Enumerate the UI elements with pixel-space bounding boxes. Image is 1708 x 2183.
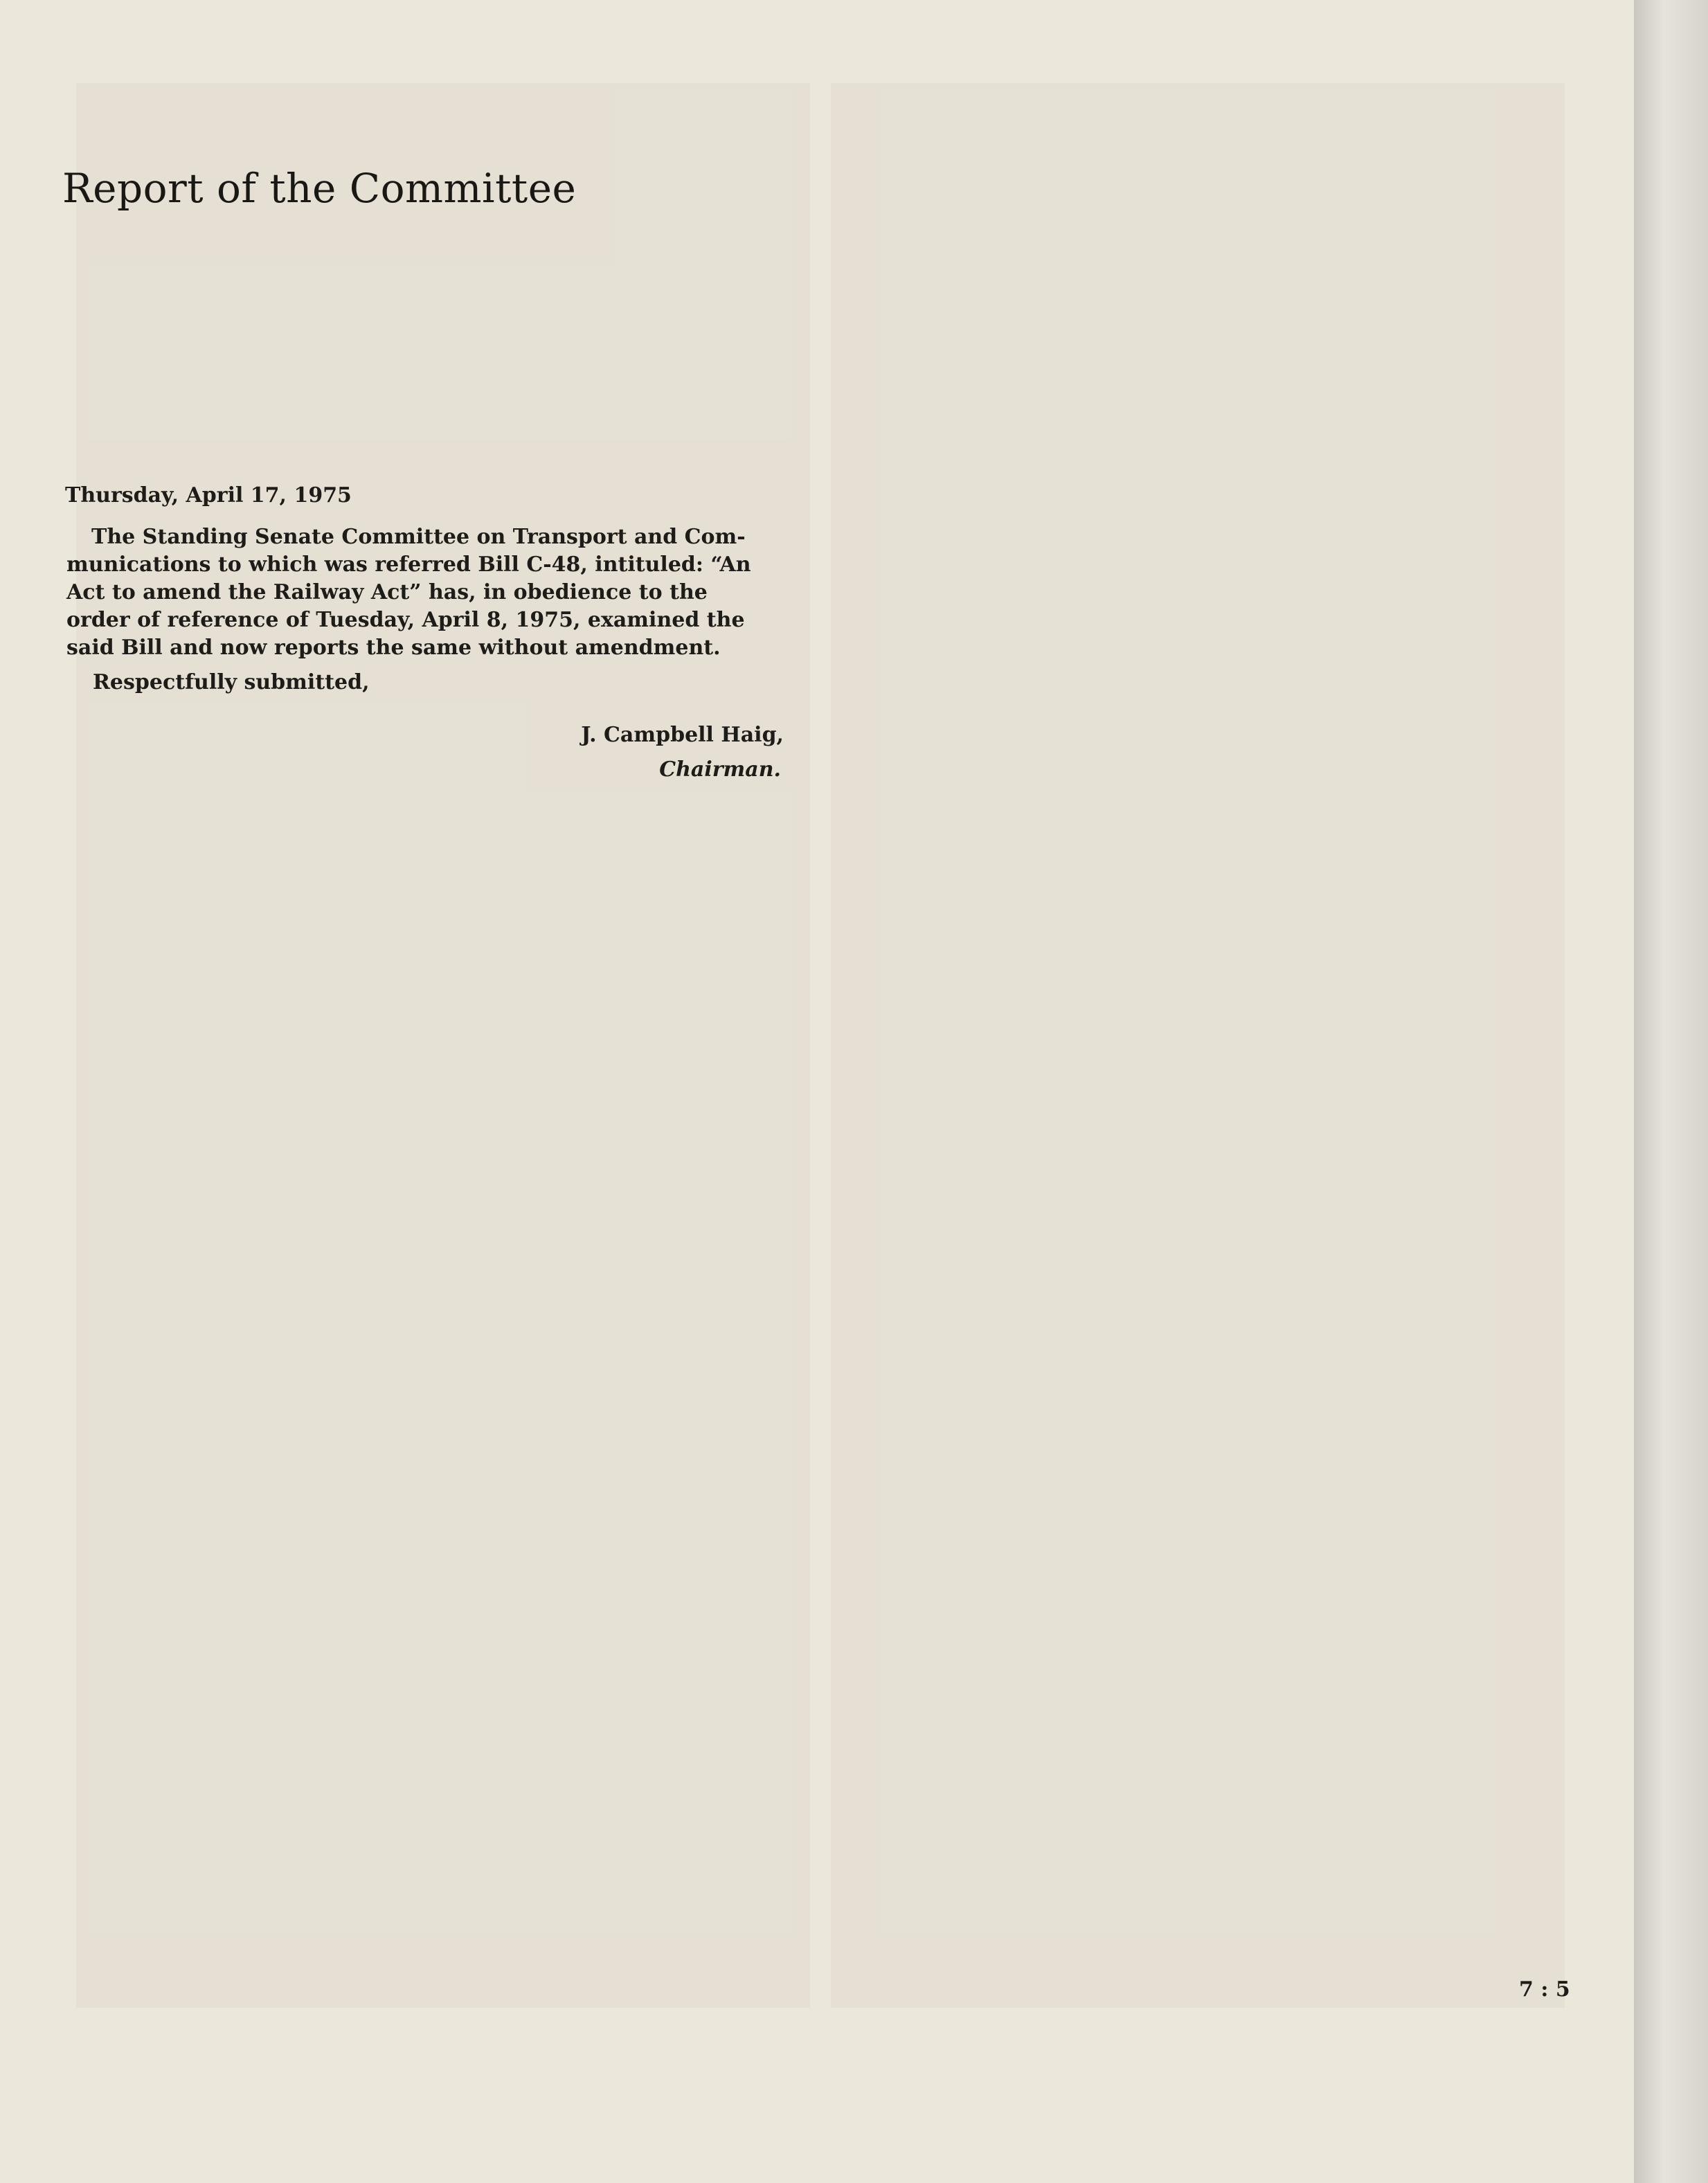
report-body-line: order of reference of Tuesday, April 8, 1975, examined the <box>66 608 745 632</box>
report-heading: Report of the Committee <box>62 165 577 212</box>
signatory-name: J. Campbell Haig, <box>581 723 784 747</box>
closing-line: Respectfully submitted, <box>93 670 370 694</box>
show-through-left-column <box>76 83 810 2008</box>
page-binding-edge <box>1634 0 1708 2183</box>
page-number: 7 : 5 <box>1519 1977 1570 2002</box>
report-body-line: Act to amend the Railway Act” has, in obedience to the <box>66 580 708 604</box>
show-through-right-column <box>831 83 1565 2008</box>
report-date: Thursday, April 17, 1975 <box>65 483 352 507</box>
report-body-line: munications to which was referred Bill C-48, intituled: “An <box>66 553 751 577</box>
report-body-line: The Standing Senate Committee on Transport and Com- <box>91 525 746 549</box>
report-body-line: said Bill and now reports the same without amendment. <box>66 636 721 660</box>
signatory-title: Chairman. <box>659 757 781 782</box>
report-body <box>66 523 786 662</box>
